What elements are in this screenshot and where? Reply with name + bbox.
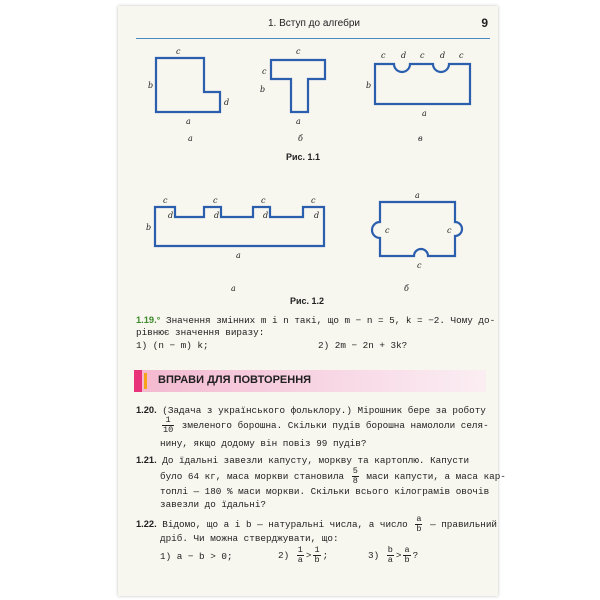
label-a: a	[236, 251, 241, 260]
label-c: c	[163, 196, 168, 205]
chapter-title: 1. Вступ до алгебри	[268, 18, 360, 29]
section-header	[134, 370, 486, 392]
label-b: b	[148, 81, 154, 90]
exercise-text: До їдальні завезли капусту, моркву та картоплю. Капусти	[162, 455, 470, 466]
exercise-number: 1.19.°	[136, 315, 161, 325]
exercise-1-22-line2: дріб. Чи можна стверджувати, що:	[160, 533, 339, 544]
shape-1-1b	[271, 60, 325, 112]
section-accent-stripe	[144, 373, 147, 389]
label-c: c	[447, 226, 452, 235]
label-d: d	[168, 211, 174, 220]
label-c: c	[417, 261, 422, 270]
exercise-1-22-option-2: 2) $\frac{1}{a}$ > $\frac{1}{b}$ ;	[278, 545, 329, 565]
label-c: c	[420, 51, 425, 60]
label-c: c	[311, 196, 316, 205]
page-number: 9	[481, 16, 488, 30]
fraction: $\frac{a}{b}$	[404, 545, 410, 565]
section-accent-bar	[134, 370, 142, 392]
label-c: c	[261, 196, 266, 205]
exercise-1-20-line2: $\frac{1}{10}$ змеленого борошна. Скільки пудів борошна намололи селя-	[163, 415, 489, 435]
label-b: b	[260, 85, 266, 94]
exercise-1-21-line3: топлі — 180 % маси моркви. Скільки всього кілограмів овочів	[160, 486, 490, 497]
figure-1-2-caption: Рис. 1.2	[290, 296, 325, 306]
label-c: c	[459, 51, 464, 60]
figure-1-1-caption: Рис. 1.1	[286, 152, 321, 162]
shape-1-1v	[375, 64, 470, 104]
shape-1-2a	[155, 207, 324, 246]
sublabel-b: б	[298, 134, 303, 143]
label-d: d	[263, 211, 269, 220]
sublabel-b: б	[404, 284, 409, 293]
label-a: a	[296, 117, 301, 126]
sublabel-a: а	[188, 134, 193, 143]
label-c: c	[296, 47, 301, 56]
fraction: $\frac{5}{8}$	[352, 466, 358, 486]
fraction: $\frac{1}{a}$	[297, 545, 303, 565]
label-d: d	[440, 51, 446, 60]
section-title: ВПРАВИ ДЛЯ ПОВТОРЕННЯ	[158, 374, 312, 386]
sublabel-a: а	[231, 284, 236, 293]
exercise-1-21-line4: завезли до їдальні?	[160, 499, 267, 510]
fraction: $\frac{a}{b}$	[416, 514, 422, 534]
exercise-text: (Задача з українського фольклору.) Мірошник бере за роботу	[162, 405, 486, 416]
exercise-1-22: 1.22. Відомо, що a і b — натуральні числа, а число $\frac{a}{b}$ — правильний	[136, 514, 498, 534]
label-a: a	[422, 109, 427, 118]
label-d: d	[214, 211, 220, 220]
label-a: a	[186, 117, 191, 126]
exercise-number: 1.20.	[136, 405, 157, 415]
label-d: d	[314, 211, 320, 220]
label-c: c	[385, 226, 390, 235]
exercise-text: Значення змінних m і n такі, що m − n = 5, k = −2. Чому до-	[166, 315, 496, 326]
label-b: b	[146, 223, 152, 232]
exercise-1-19-option-2: 2) 2m − 2n + 3k?	[318, 340, 408, 351]
exercise-1-19	[136, 314, 495, 327]
exercise-1-20-line3: нину, якщо додому він повіз 99 пудів?	[160, 438, 367, 449]
fraction: $\frac{1}{10}$	[163, 415, 174, 435]
shape-1-1a	[156, 58, 220, 112]
label-a: a	[415, 191, 420, 200]
exercise-1-19-line2: рівнює значення виразу:	[136, 327, 265, 338]
textbook-page	[118, 6, 506, 596]
label-b: b	[366, 81, 372, 90]
label-d: d	[401, 51, 407, 60]
label-d: d	[224, 98, 230, 107]
exercise-1-22-option-1: 1) a − b > 0;	[160, 551, 233, 562]
sublabel-v: в	[418, 134, 423, 143]
fraction: $\frac{b}{a}$	[387, 545, 393, 565]
exercise-1-19-option-1: 1) (n − m) k;	[136, 340, 209, 351]
label-c: c	[262, 67, 267, 76]
exercise-number: 1.21.	[136, 455, 157, 465]
exercise-1-22-option-3: 3) $\frac{b}{a}$ > $\frac{a}{b}$ ?	[368, 545, 419, 565]
exercise-number: 1.22.	[136, 518, 157, 529]
label-c: c	[381, 51, 386, 60]
exercise-1-21-line2: було 64 кг, маса моркви становила $\frac{5}{8}$ маси капусти, а маса кар-	[160, 466, 506, 486]
label-c: c	[213, 196, 218, 205]
exercise-1-21	[136, 454, 469, 467]
label-c: c	[176, 47, 181, 56]
fraction: $\frac{1}{b}$	[314, 545, 320, 565]
